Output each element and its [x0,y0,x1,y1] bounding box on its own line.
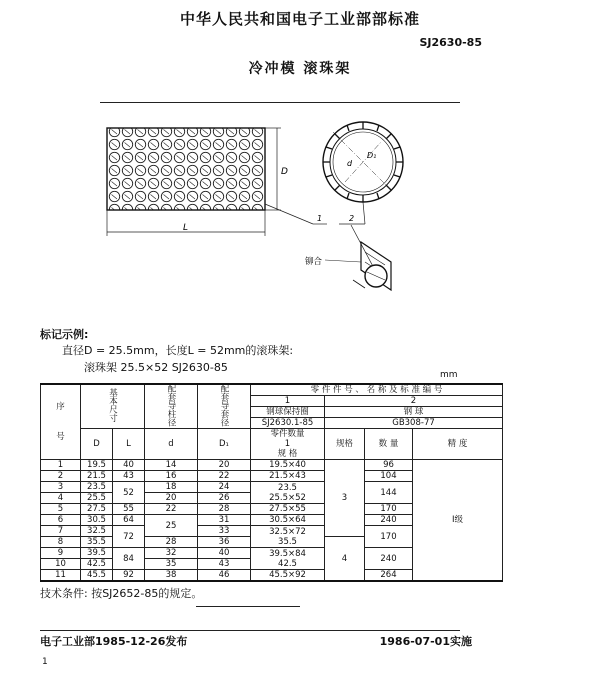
dim-L-label: L [183,223,189,233]
col-sleeve-header: 配套导套径 [219,383,229,427]
part-1-name: 钢球保持圈 [251,407,325,418]
technical-conditions: 技术条件: 按SJ2652-85的规定。 [40,587,203,600]
part-2-std: GB308-77 [325,418,503,429]
effective-date: 1986-07-01实施 [379,635,472,648]
ball-count-header: 数 量 [365,429,413,460]
standard-code: SJ2630-85 [419,36,482,49]
page-number: 1 [42,657,48,667]
title-rule [100,102,460,103]
callout-1: 1 [317,214,323,223]
rivet-detail [353,242,391,290]
short-rule [196,606,300,607]
table-row: 3 23.5 52 18 24 23.5 25.5×52 144 [41,482,503,493]
unit-label: mm [440,370,458,380]
part-2-name: 钢 球 [325,407,503,418]
table-row: 2 21.5 43 16 22 21.5×43 104 [41,471,503,482]
grade-value: Ⅰ级 [413,460,503,582]
table-row: 5 27.5 55 22 28 27.5×55 170 [41,504,503,515]
grade-header: 精 度 [413,429,503,460]
document-title: 冷冲模 滚珠架 [248,61,352,77]
col-basic-header: 基本尺寸 [107,388,118,422]
table-row: 10 42.5 35 43 [41,559,503,570]
example-line-1: 直径D = 25.5mm，长度L = 52mm的滚珠架: [62,344,294,357]
callout-2: 2 [349,214,355,223]
footer-rule [40,630,460,631]
col-D1-header: D₁ [198,429,251,460]
dim-D1-label: D₁ [367,151,377,160]
qty-label: 零件数量 [270,429,305,439]
col-L-header: L [113,429,145,460]
spec-label: 规 格 [277,449,298,459]
table-row: 8 35.5 28 36 4 [41,537,503,548]
example-line-2: 滚珠架 25.5×52 SJ2630-85 [84,361,228,374]
parts-title: 零 件 件 号 、 名 称 及 标 准 编 号 [251,384,503,396]
cage-side-view [107,128,265,210]
document-header: 中华人民共和国电子工业部部标准 [179,10,420,28]
rivet-note: 铆合 [305,257,323,267]
ball-cage-drawing [95,112,405,322]
part-1-std: SJ2630.1-85 [251,418,325,429]
spec-table [40,383,503,582]
issue-date: 电子工业部1985-12-26发布 [40,635,188,648]
table-row: 1 19.5 40 14 20 19.5×40 3 96 Ⅰ级 [41,460,503,471]
part-2-no: 2 [325,396,503,407]
col-seq-header: 序 号 [41,384,81,460]
table-row: 6 30.5 64 25 31 30.5×64 240 [41,515,503,526]
dim-d-label: d [347,159,353,168]
table-row: 11 45.5 92 38 46 45.5×92 264 [41,570,503,582]
table-row: 9 39.5 84 32 40 39.5×84 42.5 240 [41,548,503,559]
col-D-header: D [81,429,113,460]
qty-value: 1 [284,439,291,449]
dim-D-label: D [281,167,288,177]
col-d-header: d [145,429,198,460]
col-post-header: 配套导柱径 [166,383,176,427]
ball-spec-header: 规格 [325,429,365,460]
table-row: 4 25.5 20 26 [41,493,503,504]
ball-spec-3: 3 [325,460,365,537]
table-row: 7 32.5 72 33 32.5×72 35.5 170 [41,526,503,537]
part-1-no: 1 [251,396,325,407]
ball-spec-4: 4 [325,537,365,582]
example-heading: 标记示例: [40,328,89,341]
cage-end-view [323,122,403,202]
